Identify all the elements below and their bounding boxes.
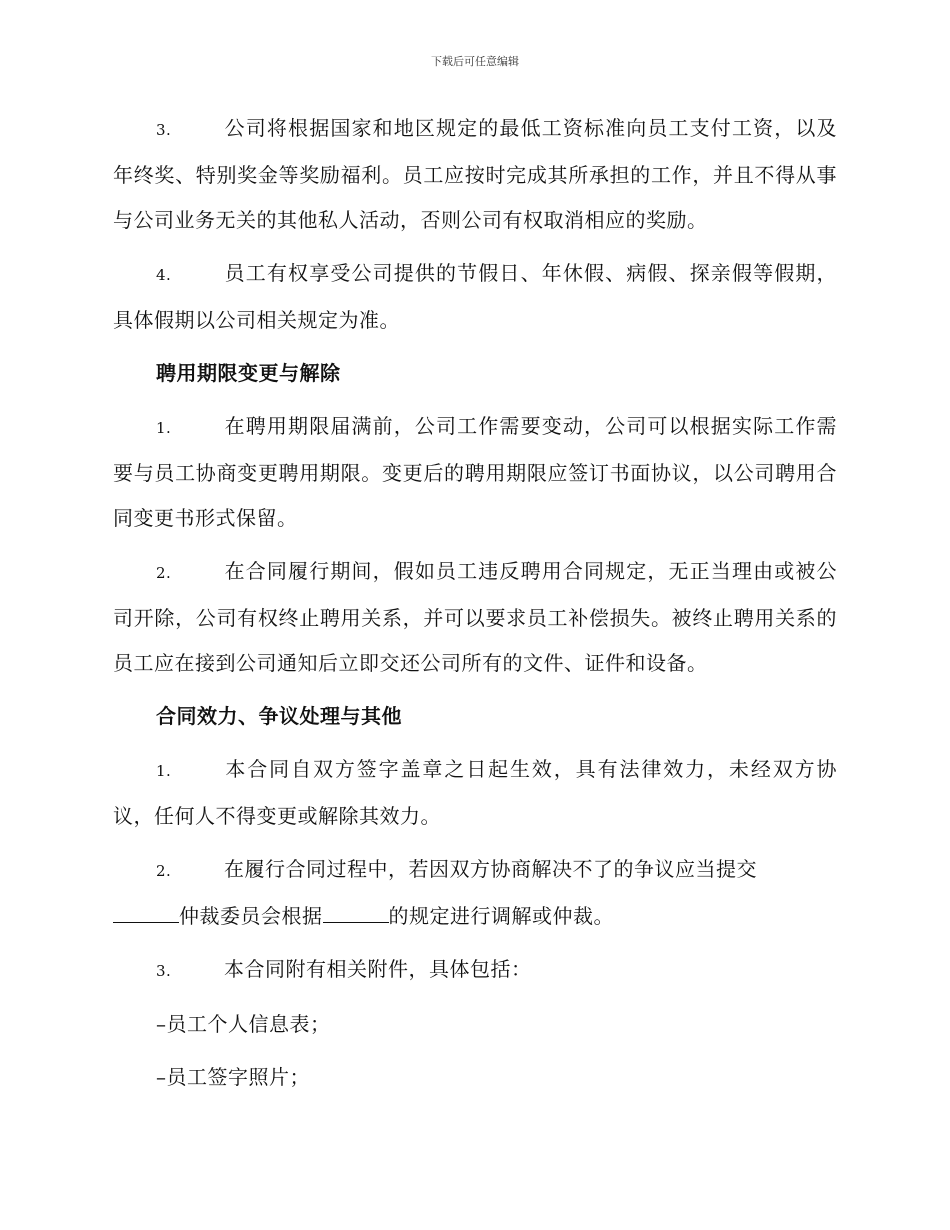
- clause-text: 本合同附有相关附件，具体包括：: [224, 957, 532, 981]
- clause-number: 2.: [156, 862, 172, 880]
- clause-text: 公司将根据国家和地区规定的最低工资标准向员工支付工资，以及年终奖、特别奖金等奖励福利。员工应按时完成其所承担的工作，并且不得从事与公司业务无关的其他私人活动，否则公司有权取消相应的奖励。: [113, 116, 837, 232]
- list-item: –员工个人信息表；: [156, 1012, 331, 1036]
- clause-paragraph: [113, 747, 837, 839]
- clause-paragraph: [113, 251, 837, 343]
- clause-paragraph: [113, 404, 837, 541]
- section-heading: 聘用期限变更与解除: [156, 361, 341, 385]
- document-body: [113, 106, 837, 1108]
- clause-paragraph: [113, 847, 837, 939]
- clause-number: 1.: [156, 419, 172, 437]
- fill-in-blank: [113, 904, 179, 923]
- clause-number: 4.: [156, 266, 172, 284]
- clause-number: 3.: [156, 121, 172, 139]
- clause-text: 在履行合同过程中，若因双方协商解决不了的争议应当提交: [224, 857, 757, 881]
- fill-in-blank: [323, 904, 389, 923]
- section-heading: 合同效力、争议处理与其他: [156, 704, 402, 728]
- clause-paragraph: [113, 549, 837, 686]
- clause-text: 员工有权享受公司提供的节假日、年休假、病假、探亲假等假期，具体假期以公司相关规定为准。: [113, 261, 837, 332]
- clause-paragraph: [113, 947, 837, 994]
- clause-text: 的规定进行调解或仲裁。: [388, 904, 614, 928]
- page-header: 下载后可任意编辑: [431, 55, 519, 68]
- clause-paragraph: [113, 106, 837, 243]
- clause-text: 仲裁委员会根据: [179, 904, 323, 928]
- clause-text: 本合同自双方签字盖章之日起生效，具有法律效力，未经双方协议，任何人不得变更或解除其效力。: [113, 757, 837, 828]
- clause-number: 1.: [156, 762, 172, 780]
- clause-number: 3.: [156, 962, 172, 980]
- clause-text: 在聘用期限届满前，公司工作需要变动，公司可以根据实际工作需要与员工协商变更聘用期限。变更后的聘用期限应签订书面协议，以公司聘用合同变更书形式保留。: [113, 414, 837, 530]
- clause-text: 在合同履行期间，假如员工违反聘用合同规定，无正当理由或被公司开除，公司有权终止聘用关系，并可以要求员工补偿损失。被终止聘用关系的员工应在接到公司通知后立即交还公司所有的文件、证件和设备。: [113, 559, 837, 675]
- clause-number: 2.: [156, 564, 172, 582]
- list-item: –员工签字照片；: [156, 1065, 310, 1089]
